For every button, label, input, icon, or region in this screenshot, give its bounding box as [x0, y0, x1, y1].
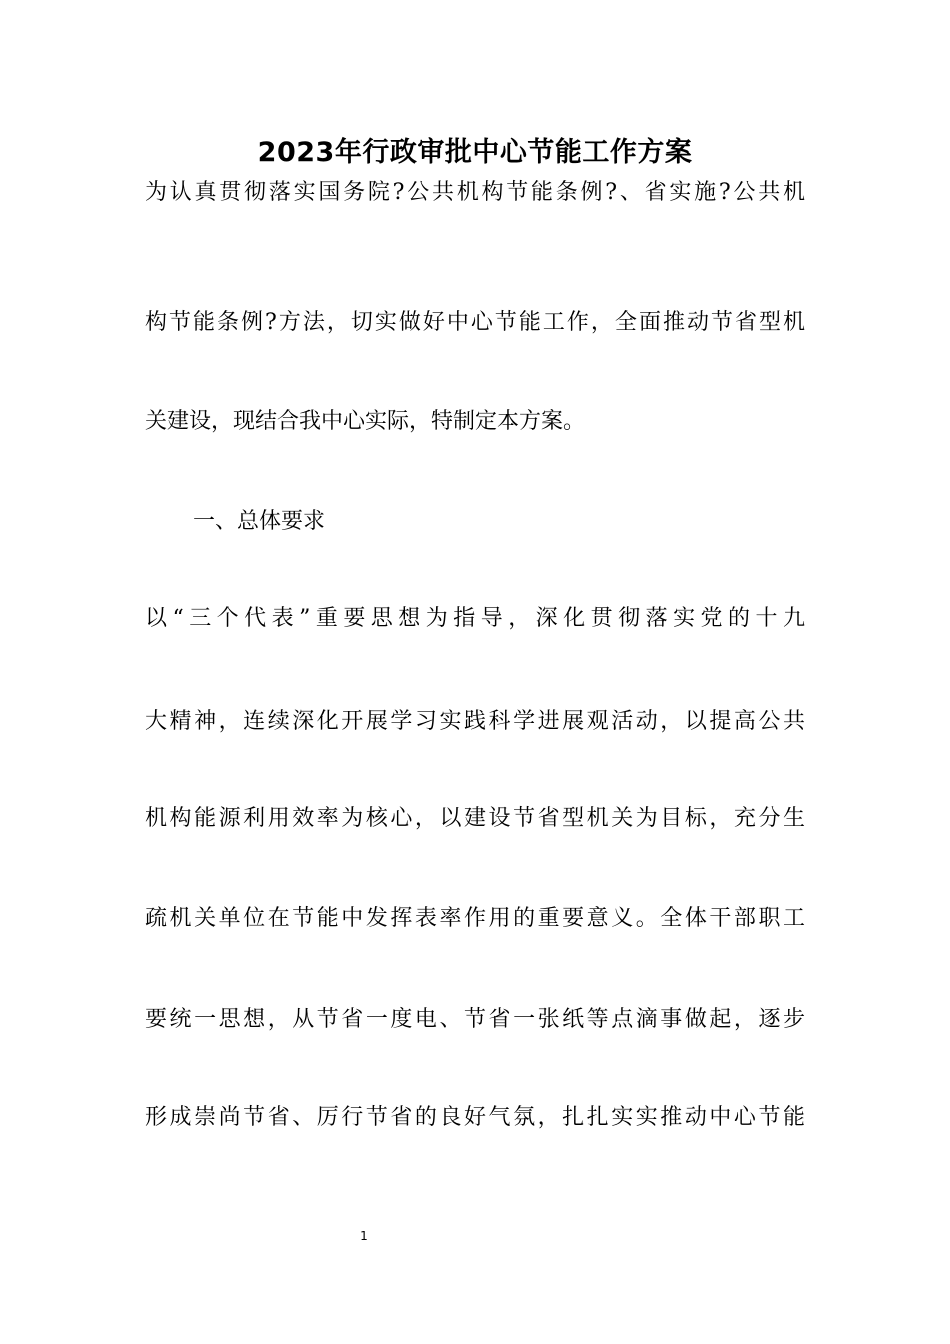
page-number: 1 [360, 1229, 368, 1243]
section-heading: 一、总体要求 [193, 509, 326, 534]
paragraph-line: 形成崇尚节省、厉行节省的良好气氛，扎扎实实推动中心节能 [145, 1105, 805, 1130]
paragraph-line: 为认真贯彻落实国务院?公共机构节能条例?、省实施?公共机 [145, 180, 805, 205]
paragraph-line: 构节能条例?方法，切实做好中心节能工作，全面推动节省型机 [145, 310, 805, 335]
paragraph-line: 大精神，连续深化开展学习实践科学进展观活动，以提高公共 [145, 709, 805, 734]
paragraph-line: 疏机关单位在节能中发挥表率作用的重要意义。全体干部职工 [145, 906, 805, 931]
paragraph-line: 关建设，现结合我中心实际，特制定本方案。 [145, 409, 586, 434]
paragraph-line: 要统一思想，从节省一度电、节省一张纸等点滴事做起，逐步 [145, 1007, 805, 1032]
paragraph-line: 机构能源利用效率为核心，以建设节省型机关为目标，充分生 [145, 806, 805, 831]
document-title: 2023年行政审批中心节能工作方案 [257, 137, 693, 168]
paragraph-line: 以“三个代表”重要思想为指导，深化贯彻落实党的十九 [145, 606, 805, 631]
